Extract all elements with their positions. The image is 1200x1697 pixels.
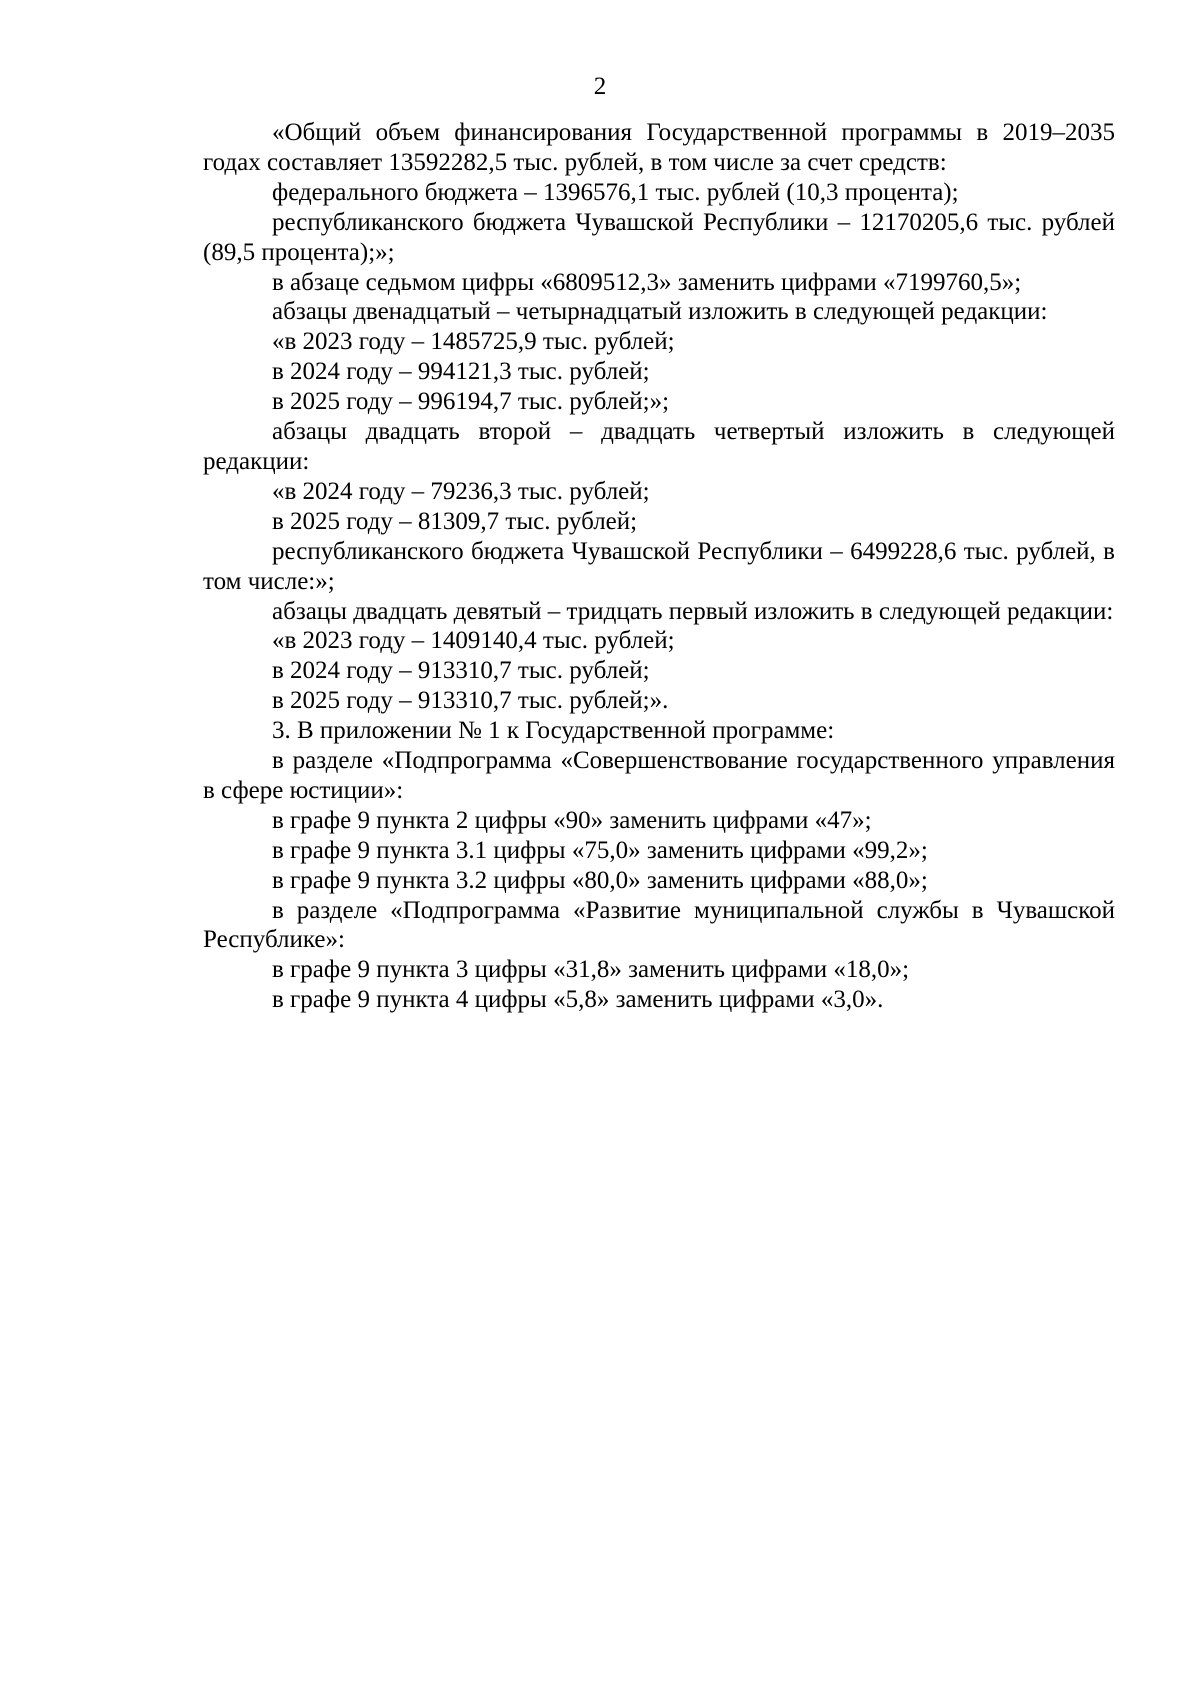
paragraph-9: абзацы двадцать второй – двадцать четвертый изложить в следующей редакции: (203, 418, 1115, 475)
paragraph-3: республиканского бюджета Чувашской Республики – 12170205,6 тыс. рублей (89,5 процента);»; (203, 208, 1115, 266)
page-number: 2 (593, 73, 607, 100)
paragraph-5: абзацы двенадцатый – четырнадцатый изложить в следующей редакции: (272, 298, 1048, 326)
paragraph-11: в 2025 году – 81309,7 тыс. рублей; (272, 507, 638, 535)
paragraph-6: «в 2023 году – 1485725,9 тыс. рублей; (272, 328, 675, 356)
paragraph-23: в графе 9 пункта 3 цифры «31,8» заменить цифрами «18,0»; (272, 956, 910, 984)
paragraph-10: «в 2024 году – 79236,3 тыс. рублей; (272, 477, 650, 505)
paragraph-17: 3. В приложении № 1 к Государственной программе: (272, 717, 835, 745)
paragraph-1: «Общий объем финансирования Государственной программы в 2019–2035 годах составляет 13592282,5 тыс. рублей, в том числе за счет средств: (203, 119, 1115, 176)
paragraph-2: федерального бюджета – 1396576,1 тыс. рублей (10,3 процента); (272, 178, 959, 206)
paragraph-16: в 2025 году – 913310,7 тыс. рублей;». (272, 687, 669, 715)
paragraph-22: в разделе «Подпрограмма «Развитие муниципальной службы в Чувашской Республике»: (203, 896, 1115, 954)
paragraph-13: абзацы двадцать девятый – тридцать первый изложить в следующей редакции: (272, 597, 1114, 625)
paragraph-18: в разделе «Подпрограмма «Совершенствование государственного управления в сфере юстиции»: (203, 747, 1115, 804)
document-body (203, 118, 1115, 1015)
paragraph-12: республиканского бюджета Чувашской Республики – 6499228,6 тыс. рублей, в том числе:»; (203, 537, 1115, 595)
paragraph-8: в 2025 году – 996194,7 тыс. рублей;»; (272, 388, 670, 416)
paragraph-24: в графе 9 пункта 4 цифры «5,8» заменить цифрами «3,0». (272, 986, 884, 1014)
paragraph-4: в абзаце седьмом цифры «6809512,3» заменить цифрами «7199760,5»; (272, 268, 1022, 296)
paragraph-21: в графе 9 пункта 3.2 цифры «80,0» заменить цифрами «88,0»; (272, 866, 928, 894)
paragraph-14: «в 2023 году – 1409140,4 тыс. рублей; (272, 627, 675, 655)
paragraph-7: в 2024 году – 994121,3 тыс. рублей; (272, 358, 650, 386)
paragraph-19: в графе 9 пункта 2 цифры «90» заменить цифрами «47»; (272, 806, 872, 834)
paragraph-20: в графе 9 пункта 3.1 цифры «75,0» заменить цифрами «99,2»; (272, 836, 928, 864)
paragraph-15: в 2024 году – 913310,7 тыс. рублей; (272, 657, 650, 685)
